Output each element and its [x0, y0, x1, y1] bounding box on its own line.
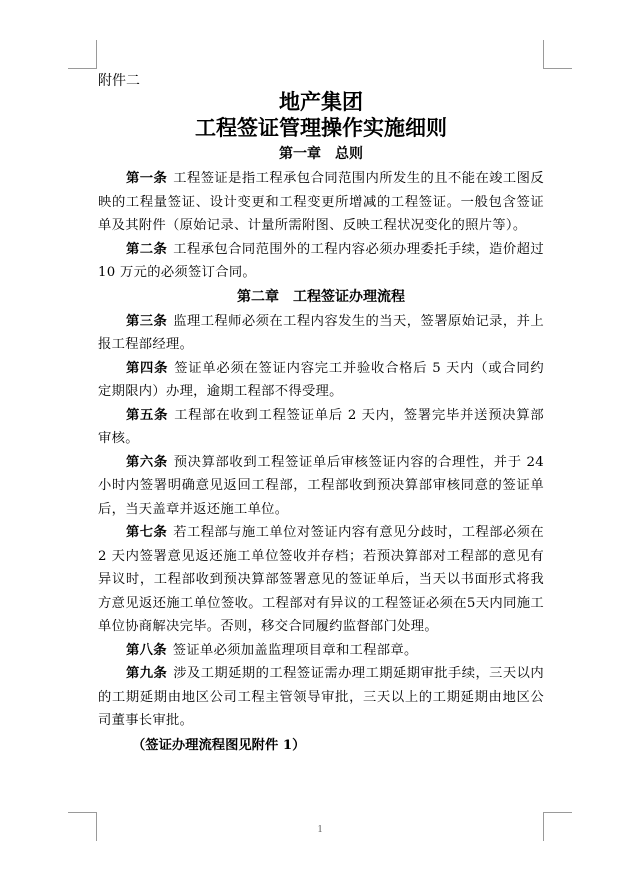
article-4-text: 签证单必须在签证内容完工并验收合格后 5 天内（或合同约定期限内）办理，逾期工程部不得受理。	[98, 360, 544, 399]
article-3	[98, 310, 544, 357]
document-title-company: 地产集团	[279, 89, 363, 114]
article-2-number: 第二条	[126, 241, 168, 257]
document-body	[98, 68, 544, 758]
article-8	[98, 639, 544, 663]
article-5	[98, 404, 544, 451]
article-1-number: 第一条	[126, 171, 168, 186]
article-7-number: 第七条	[126, 525, 168, 540]
article-2-text: 工程承包合同范围外的工程内容必须办理委托手续，造价超过 10 万元的必须签订合同。	[98, 241, 544, 280]
article-8-text: 签证单必须加盖监理项目章和工程部章。	[172, 642, 418, 658]
article-7-text: 若工程部与施工单位对签证内容有意见分歧时，工程部必须在 2 天内签署意见返还施工单位签收并存档；若预决算部对工程部的意见有异议时，工程部收到预决算部签署意见的签证单后，当天以书面形式将我方意见返还施工单位签收。工程部对有异议的工程签证必须在5天内同施工单位协商解决完毕。否则，移交合同履约监督部门处理。	[98, 525, 544, 634]
article-3-number: 第三条	[126, 313, 168, 329]
article-1-text: 工程签证是指工程承包合同范围内所发生的且不能在竣工图反映的工程量签证、设计变更和工程变更所增减的工程签证。一般包含签证单及其附件（原始记录、计量所需附图、反映工程状况变化的照片等）。	[98, 171, 544, 233]
article-7	[98, 521, 544, 639]
article-9-number: 第九条	[126, 666, 168, 681]
article-3-text: 监理工程师必须在工程内容发生的当天，签署原始记录，并上报工程部经理。	[98, 313, 544, 352]
crop-mark-top-right	[543, 40, 572, 69]
article-4	[98, 357, 544, 404]
chapter-2-heading: 第二章 工程签证办理流程	[237, 288, 405, 305]
page-number: 1	[317, 824, 323, 835]
article-6-number: 第六条	[126, 454, 168, 470]
article-2	[98, 238, 544, 285]
crop-mark-top-left	[68, 40, 97, 69]
article-4-number: 第四条	[126, 360, 169, 376]
article-6-text: 预决算部收到工程签证单后审核签证内容的合理性，并于 24 小时内签署明确意见返回工程部，工程部收到预决算部审核同意的签证单后，当天盖章并返还施工单位。	[98, 454, 544, 517]
article-5-number: 第五条	[126, 407, 169, 423]
document-title: 工程签证管理操作实施细则	[195, 115, 447, 140]
annex-label: 附件二	[98, 73, 140, 89]
article-6	[98, 451, 544, 522]
flowchart-note: （签证办理流程图见附件 1）	[132, 737, 306, 753]
article-5-text: 工程部在收到工程签证单后 2 天内，签署完毕并送预决算部审核。	[98, 407, 544, 446]
article-8-number: 第八条	[126, 642, 167, 658]
article-1	[98, 167, 544, 238]
article-9	[98, 662, 544, 733]
article-9-text: 涉及工期延期的工程签证需办理工期延期审批手续，三天以内的工期延期由地区公司工程主管领导审批，三天以上的工期延期由地区公司董事长审批。	[98, 666, 544, 728]
chapter-1-heading: 第一章 总则	[279, 146, 363, 162]
